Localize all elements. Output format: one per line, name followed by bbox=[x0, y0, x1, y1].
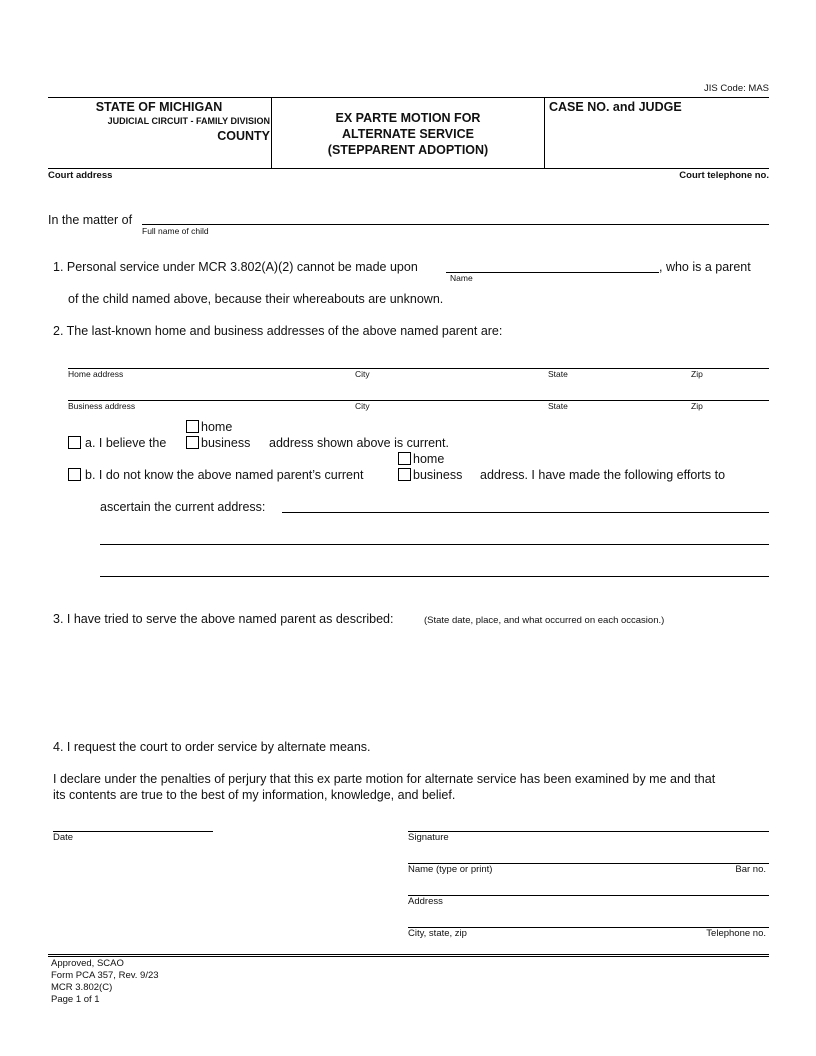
option-a-text2: address shown above is current. bbox=[269, 436, 449, 450]
home-address-caption: Home address bbox=[68, 369, 124, 379]
option-b-text3: ascertain the current address: bbox=[100, 500, 266, 514]
form-title-line2: ALTERNATE SERVICE bbox=[342, 127, 474, 141]
date-field[interactable] bbox=[53, 831, 213, 832]
footer-mcr: MCR 3.802(C) bbox=[51, 982, 113, 993]
efforts-field-3[interactable] bbox=[100, 576, 769, 577]
date-label: Date bbox=[53, 832, 74, 843]
item4-text: 4. I request the court to order service by alternate means. bbox=[53, 740, 371, 754]
bar-no-label: Bar no. bbox=[735, 864, 766, 875]
option-b-business-checkbox[interactable] bbox=[398, 468, 411, 481]
item1-text-c: of the child named above, because their whereabouts are unknown. bbox=[68, 292, 444, 306]
state-name: STATE OF MICHIGAN bbox=[95, 100, 223, 114]
city-state-zip-label: City, state, zip bbox=[408, 928, 467, 939]
business-address-caption: Business address bbox=[68, 401, 136, 411]
business-city-caption: City bbox=[355, 401, 370, 411]
footer-rule bbox=[48, 954, 769, 957]
option-b-home-checkbox[interactable] bbox=[398, 452, 411, 465]
option-b-home-label: home bbox=[413, 452, 445, 466]
declaration-line1: I declare under the penalties of perjury that this ex parte motion for alternate service has been examined by me and that bbox=[53, 772, 716, 786]
home-city-caption: City bbox=[355, 369, 370, 379]
case-no-field[interactable] bbox=[548, 114, 766, 166]
item1-text-b: , who is a parent bbox=[659, 260, 751, 274]
county-label: COUNTY bbox=[217, 129, 270, 143]
item3-text: 3. I have tried to serve the above named parent as described: bbox=[53, 612, 394, 626]
header-top-rule bbox=[48, 97, 769, 98]
case-no-label: CASE NO. and JUDGE bbox=[549, 100, 682, 114]
option-a-text1: a. I believe the bbox=[85, 436, 167, 450]
matter-label: In the matter of bbox=[48, 213, 133, 227]
declaration-line2: its contents are true to the best of my information, knowledge, and belief. bbox=[53, 788, 456, 802]
court-address-label: Court address bbox=[48, 170, 113, 181]
address-field[interactable] bbox=[408, 895, 769, 896]
telephone-label: Telephone no. bbox=[706, 928, 766, 939]
efforts-field-1[interactable] bbox=[282, 512, 769, 513]
footer-form: Form PCA 357, Rev. 9/23 bbox=[51, 970, 159, 981]
efforts-field-2[interactable] bbox=[100, 544, 769, 545]
item2-text: 2. The last-known home and business addresses of the above named parent are: bbox=[53, 324, 503, 338]
option-b-checkbox[interactable] bbox=[68, 468, 81, 481]
option-a-business-checkbox[interactable] bbox=[186, 436, 199, 449]
parent-name-caption: Name bbox=[450, 273, 473, 283]
header-divider-2 bbox=[544, 97, 545, 169]
option-a-business-label: business bbox=[201, 436, 251, 450]
home-state-caption: State bbox=[548, 369, 568, 379]
option-b-text1: b. I do not know the above named parent’s current bbox=[85, 468, 364, 482]
parent-name-field[interactable] bbox=[446, 272, 659, 273]
home-zip-caption: Zip bbox=[691, 369, 703, 379]
court-telephone-label: Court telephone no. bbox=[679, 170, 769, 181]
name-label: Name (type or print) bbox=[408, 864, 493, 875]
form-title-line1: EX PARTE MOTION FOR bbox=[335, 111, 481, 125]
business-address-field[interactable] bbox=[68, 400, 769, 401]
option-b-text2: address. I have made the following efforts to bbox=[480, 468, 726, 482]
business-zip-caption: Zip bbox=[691, 401, 703, 411]
service-attempts-field[interactable] bbox=[68, 632, 768, 732]
business-state-caption: State bbox=[548, 401, 568, 411]
item1-text-a: 1. Personal service under MCR 3.802(A)(2) cannot be made upon bbox=[53, 260, 418, 274]
footer-page: Page 1 of 1 bbox=[51, 994, 100, 1005]
child-name-caption: Full name of child bbox=[142, 226, 209, 236]
footer-approved: Approved, SCAO bbox=[51, 958, 124, 969]
option-a-home-label: home bbox=[201, 420, 233, 434]
jis-code: JIS Code: MAS bbox=[704, 83, 769, 94]
address-label: Address bbox=[408, 896, 443, 907]
child-name-field[interactable] bbox=[142, 224, 769, 225]
item3-note: (State date, place, and what occurred on each occasion.) bbox=[424, 615, 665, 626]
option-a-checkbox[interactable] bbox=[68, 436, 81, 449]
option-a-home-checkbox[interactable] bbox=[186, 420, 199, 433]
signature-label: Signature bbox=[408, 832, 449, 843]
form-title-line3: (STEPPARENT ADOPTION) bbox=[327, 143, 489, 157]
option-b-business-label: business bbox=[413, 468, 463, 482]
signature-field[interactable] bbox=[408, 831, 769, 832]
home-address-field[interactable] bbox=[68, 368, 769, 369]
header-bottom-rule bbox=[48, 168, 769, 169]
circuit-label: JUDICIAL CIRCUIT - FAMILY DIVISION bbox=[107, 116, 270, 126]
